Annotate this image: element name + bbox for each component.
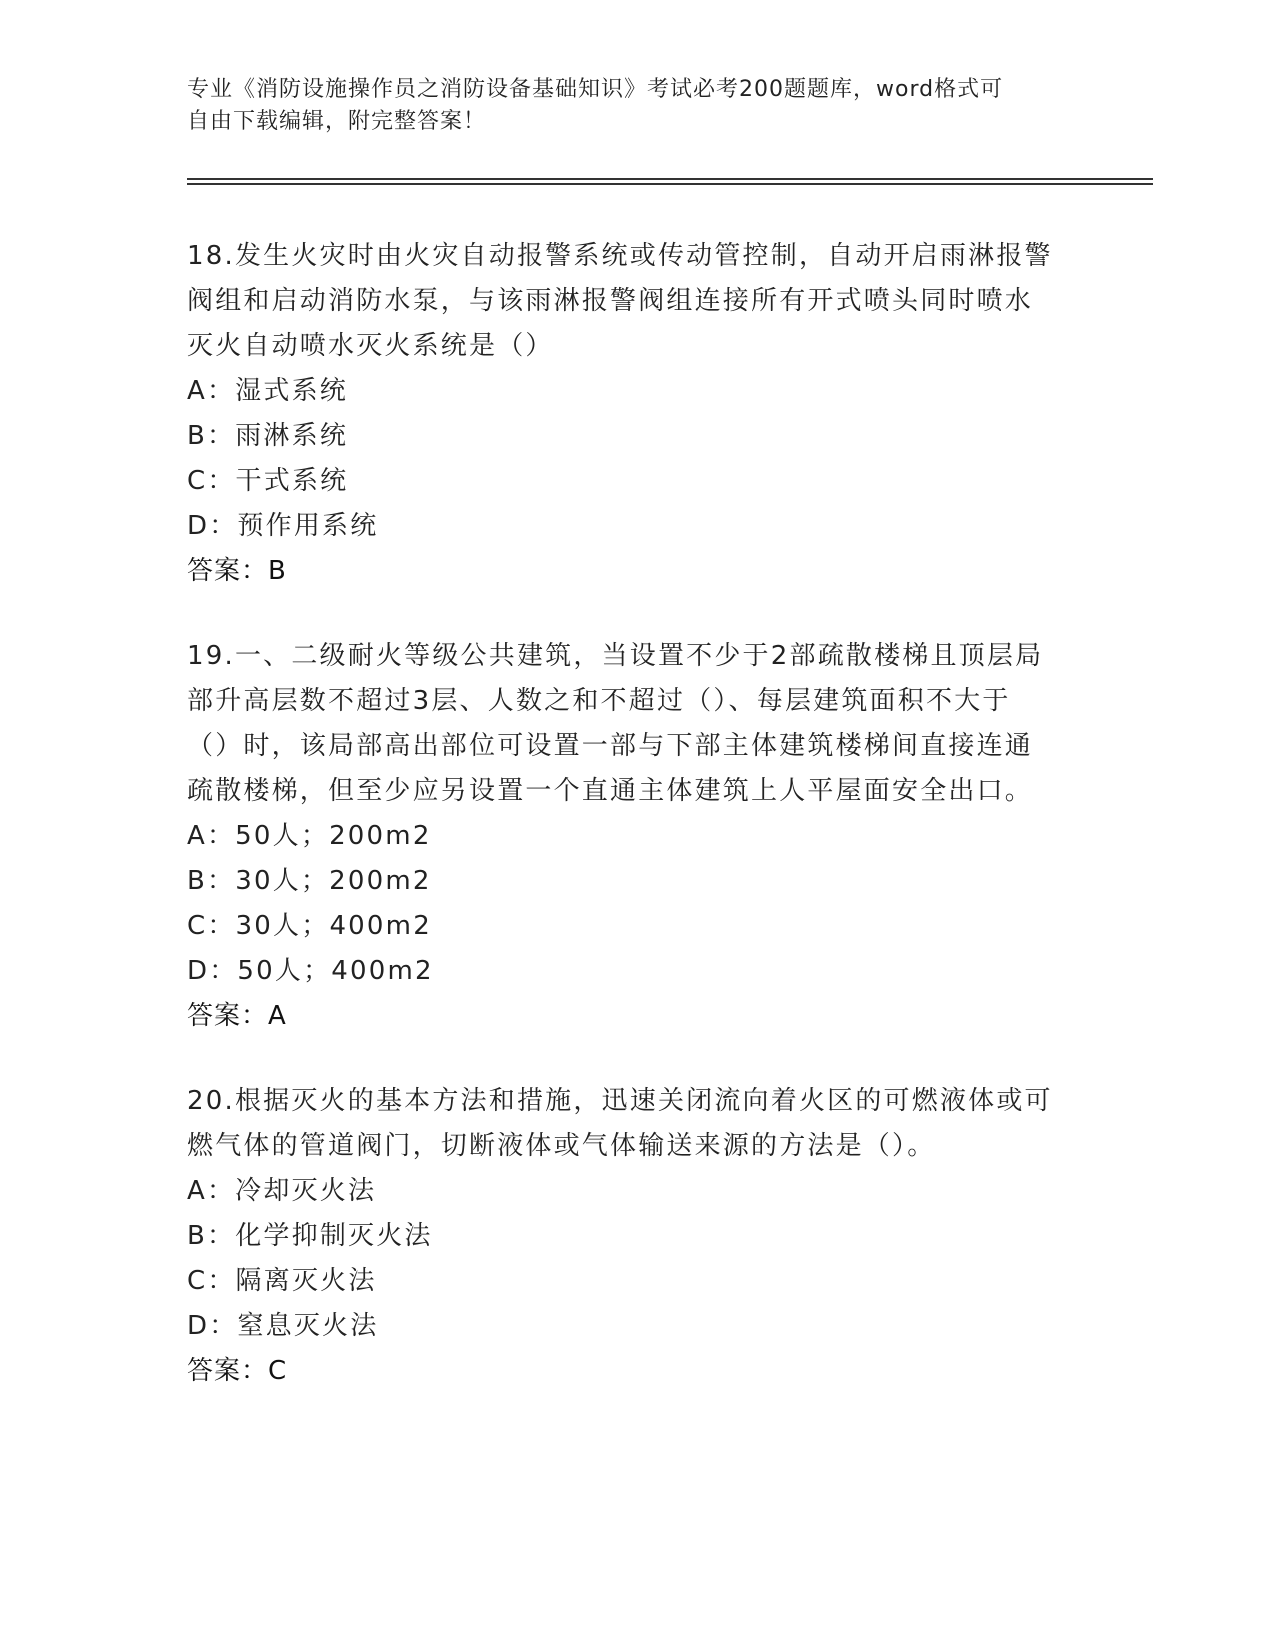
answer-line: 答案：C [187,1356,288,1386]
option-b: B：化学抑制灭火法 [187,1221,433,1251]
question-stem [187,634,1087,814]
stem-line: 18.发生火灾时由火灾自动报警系统或传动管控制，自动开启雨淋报警 [187,241,1053,271]
document-header [187,74,1067,138]
stem-line: 19.一、二级耐火等级公共建筑，当设置不少于2部疏散楼梯且顶层局 [187,641,1044,671]
stem-line: 疏散楼梯，但至少应另设置一个直通主体建筑上人平屋面安全出口。 [187,776,1034,806]
header-line-2: 自由下载编辑，附完整答案！ [187,109,487,134]
option-a: A：湿式系统 [187,376,348,406]
option-a: A：50人；200m2 [187,821,432,851]
answer-line: 答案：B [187,556,287,586]
question-19 [187,634,1087,1039]
option-b: B：30人；200m2 [187,866,432,896]
question-20 [187,1079,1087,1394]
option-d: D：50人；400m2 [187,956,434,986]
option-b: B：雨淋系统 [187,421,349,451]
stem-line: 部升高层数不超过3层、人数之和不超过（）、每层建筑面积不大于 [187,686,1011,716]
stem-line: （）时，该局部高出部位可设置一部与下部主体建筑楼梯间直接连通 [187,731,1034,761]
option-d: D：预作用系统 [187,511,379,541]
question-list [187,234,1087,1434]
option-c: C：隔离灭火法 [187,1266,377,1296]
stem-line: 燃气体的管道阀门，切断液体或气体输送来源的方法是（）。 [187,1131,936,1161]
option-c: C：30人；400m2 [187,911,432,941]
question-stem [187,1079,1087,1169]
option-c: C：干式系统 [187,466,349,496]
option-d: D：窒息灭火法 [187,1311,379,1341]
question-stem [187,234,1087,369]
stem-line: 20.根据灭火的基本方法和措施，迅速关闭流向着火区的可燃液体或可 [187,1086,1053,1116]
header-divider-top [187,178,1153,180]
stem-line: 灭火自动喷水灭火系统是（） [187,331,554,361]
header-line-1: 专业《消防设施操作员之消防设备基础知识》考试必考200题题库，word格式可 [187,77,1004,102]
answer-line: 答案：A [187,1001,287,1031]
option-a: A：冷却灭火法 [187,1176,377,1206]
header-divider-bottom [187,183,1153,185]
question-18 [187,234,1087,594]
stem-line: 阀组和启动消防水泵，与该雨淋报警阀组连接所有开式喷头同时喷水 [187,286,1034,316]
